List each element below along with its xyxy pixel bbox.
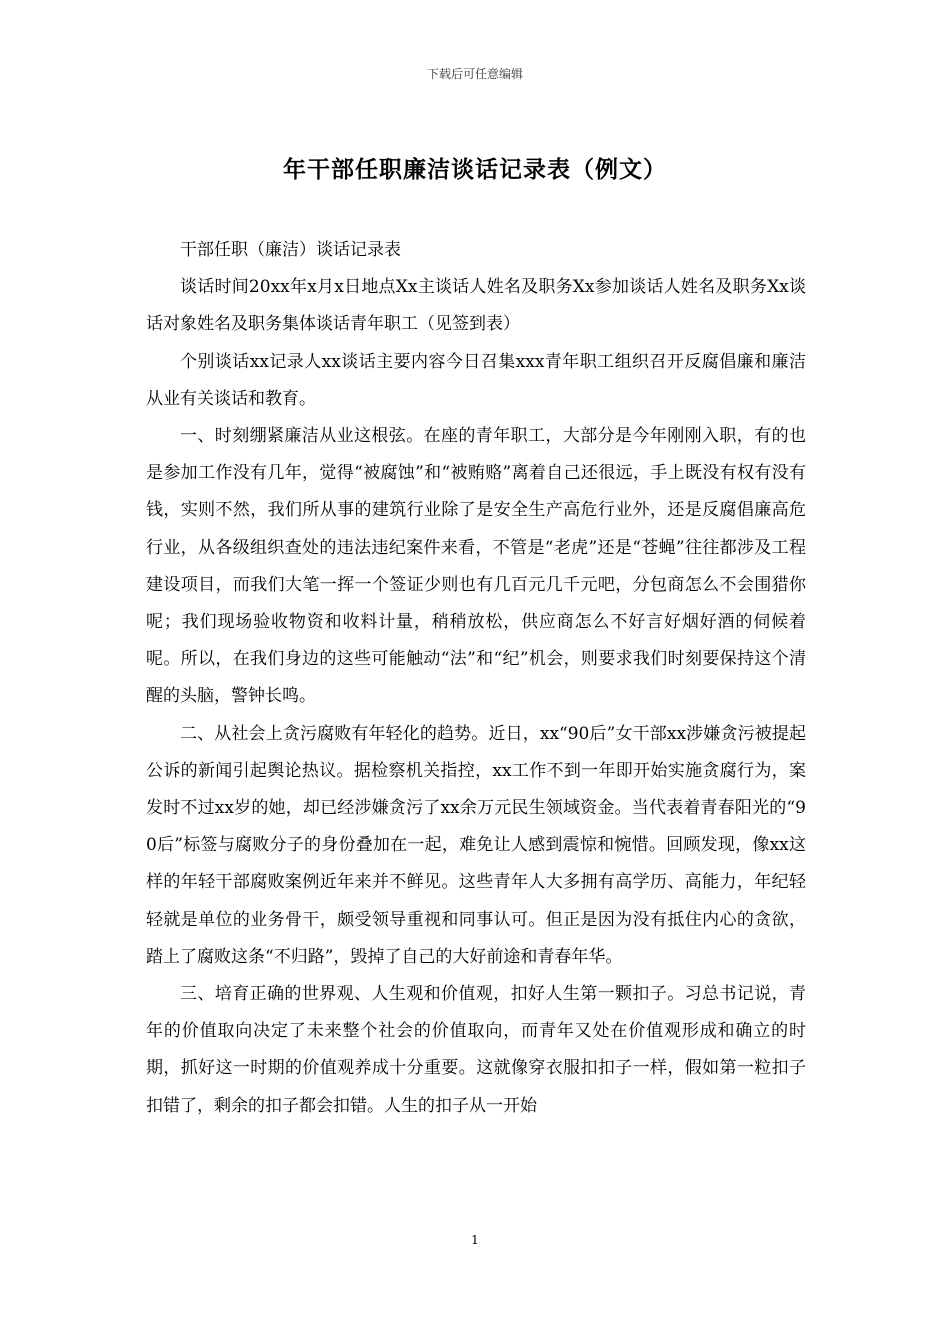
paragraph-section-one: 一、时刻绷紧廉洁从业这根弦。在座的青年职工，大部分是今年刚刚入职，有的也是参加工作没有几年，觉得“被腐蚀”和“被贿赂”离着自己还很远，手上既没有权有没有钱，实则不然，我们所从事的建筑行业除了是安全生产高危行业外，还是反腐倡廉高危行业，从各级组织查处的违法违纪案件来看，不管是“老虎”还是“苍蝇”往往都涉及工程建设项目，而我们大笔一挥一个签证少则也有几百元几千元吧，分包商怎么不会围猎你呢；我们现场验收物资和收料计量，稍稍放松，供应商怎么不好言好烟好酒的伺候着呢。所以，在我们身边的这些可能触动“法”和“纪”机会，则要求我们时刻要保持这个清醒的头脑，警钟长鸣。 <box>146 426 806 707</box>
page-number: 1 <box>471 1233 479 1247</box>
paragraph-individual-talk: 个别谈话xx记录人xx谈话主要内容今日召集xxx青年职工组织召开反腐倡廉和廉洁从业有关谈话和教育。 <box>146 351 806 409</box>
paragraph-section-three: 三、培育正确的世界观、人生观和价值观，扣好人生第一颗扣子。习总书记说，青年的价值取向决定了未来整个社会的价值取向，而青年又处在价值观形成和确立的时期，抓好这一时期的价值观养成十分重要。这就像穿衣服扣扣子一样，假如第一粒扣子扣错了，剩余的扣子都会扣错。人生的扣子从一开始 <box>146 984 806 1116</box>
page-header-note: 下载后可任意编辑 <box>426 67 523 81</box>
paragraph-subtitle: 干部任职（廉洁）谈话记录表 <box>180 240 401 260</box>
document-title: 年干部任职廉洁谈话记录表（例文） <box>283 156 667 183</box>
document-body <box>146 232 806 1125</box>
paragraph-meeting-info: 谈话时间20xx年x月x日地点Xx主谈话人姓名及职务Xx参加谈话人姓名及职务Xx谈话对象姓名及职务集体谈话青年职工（见签到表） <box>146 277 806 335</box>
paragraph-section-two: 二、从社会上贪污腐败有年轻化的趋势。近日，xx“90后”女干部xx涉嫌贪污被提起公诉的新闻引起舆论热议。据检察机关指控，xx工作不到一年即开始实施贪腐行为，案发时不过xx岁的她，却已经涉嫌贪污了xx余万元民生领域资金。当代表着青春阳光的“90后”标签与腐败分子的身份叠加在一起，难免让人感到震惊和惋惜。回顾发现，像xx这样的年轻干部腐败案例近年来并不鲜见。这些青年人大多拥有高学历、高能力，年纪轻轻就是单位的业务骨干，颇受领导重视和同事认可。但正是因为没有抵住内心的贪欲，踏上了腐败这条“不归路”，毁掉了自己的大好前途和青春年华。 <box>146 723 806 967</box>
